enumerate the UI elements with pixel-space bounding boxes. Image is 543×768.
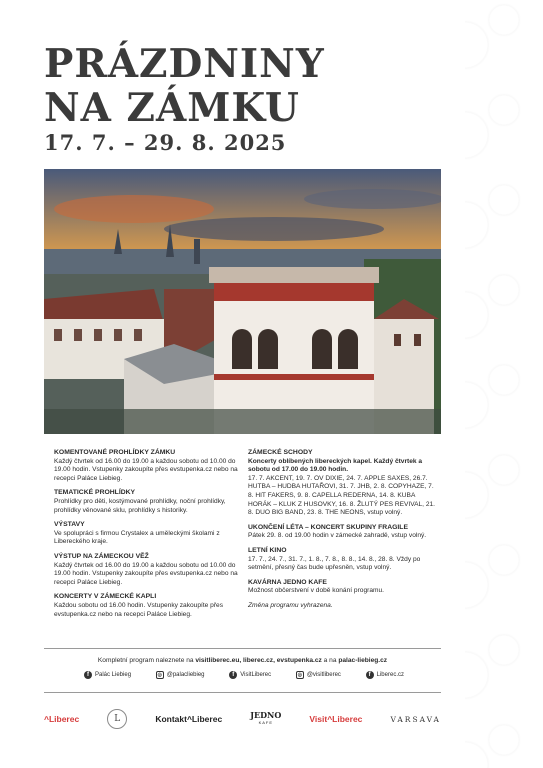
- event-dates: 17. 7. – 29. 8. 2025: [44, 130, 287, 155]
- section-lead: Koncerty oblíbených libereckých kapel. Každý čtvrtek a sobotu od 17.00 do 19.00 hodin.: [248, 457, 423, 474]
- footer-program-info: [44, 657, 441, 664]
- section-text: Každý čtvrtek od 16.00 do 19.00 a každou sobotu od 10.00 do 19.00 hodin. Vstupenky zakoupíte přes evstupenka.cz nebo na recepci Paláce Liebieg.: [54, 561, 238, 586]
- footer-last-link[interactable]: palac-liebieg.cz: [338, 657, 388, 664]
- section-text: 17. 7., 24. 7., 31. 7., 1. 8., 7. 8., 8. 8., 14. 8., 28. 8. Vždy po setmění, přesný čas bude upřesněn, vstup volný.: [248, 555, 421, 572]
- section-heading: ZÁMECKÉ SCHODY: [248, 449, 313, 456]
- program-change-note: Změna programu vyhrazena.: [248, 601, 333, 609]
- footer-links[interactable]: visitliberec.eu, liberec.cz, evstupenka.cz: [195, 657, 322, 664]
- instagram-icon: ◎: [297, 672, 303, 678]
- jedno-kafe-logo: [250, 712, 281, 726]
- section-tematicke: [54, 489, 246, 515]
- program-right-column: [248, 449, 440, 617]
- social-label: Palác Liebieg: [95, 672, 132, 678]
- section-heading: VÝSTAVY: [54, 521, 85, 529]
- section-text: Každou sobotu od 16.00 hodin. Vstupenky zakoupíte přes evstupenka.cz nebo na recepci Paláce Liebieg.: [54, 601, 223, 618]
- social-label: Liberec.cz: [376, 672, 404, 678]
- poster-title: [44, 42, 325, 130]
- social-label: VisitLiberec: [240, 672, 272, 678]
- section-heading: KAVÁRNA JEDNO KAFE: [248, 578, 327, 586]
- section-text: Každý čtvrtek od 16.00 do 19.00 a každou sobotu od 10.00 do 19.00 hodin. Vstupenky zakoupíte přes evstupenka.cz nebo na recepci Paláce Liebieg.: [54, 457, 238, 482]
- jedno-main: JEDNO: [250, 710, 282, 720]
- partner-logos: [44, 705, 441, 733]
- section-text: Možnost občerstvení v době konání programu.: [248, 587, 384, 595]
- facebook-icon: f: [229, 671, 237, 679]
- facebook-icon: f: [366, 671, 374, 679]
- section-kavarna: [248, 579, 440, 596]
- section-heading: TEMATICKÉ PROHLÍDKY: [54, 489, 136, 497]
- section-komentovane: [54, 449, 246, 483]
- section-text: 17. 7. AKCENT, 19. 7. OV DIXIE, 24. 7. APPLE SAXES, 26.7. HUTBA – HUDBA HUTAŘOVI, 31. 7. JHB, 2. 8. COPYHAZE, 7. 8. HIT FAKERS, 9. 8. CAPELLA REDERNA, 14. 8. KUBA HORÁK – KLUK Z HUSOVKY, 16. 8. ŽLUTÝ PES REVIVAL, 21. 8. DUO BIG BAND, 23. 8. THE NEONS, vstup volný.: [248, 474, 436, 517]
- instagram-icon: ◎: [157, 672, 162, 678]
- section-text: Prohlídky pro děti, kostýmované prohlídky, noční prohlídky, prohlídky věnované sklu, prohlídky s historiky.: [54, 497, 226, 514]
- section-text: Pátek 29. 8. od 19.00 hodin v zámecké zahradě, vstup volný.: [248, 532, 427, 540]
- section-note: [248, 602, 440, 611]
- section-heading: LETNÍ KINO: [248, 546, 287, 554]
- decorative-pattern: [465, 0, 543, 768]
- palac-seal-logo: L: [107, 709, 127, 729]
- section-heading: KONCERTY V ZÁMECKÉ KAPLI: [54, 593, 157, 601]
- section-heading: UKONČENÍ LÉTA – KONCERT SKUPINY FRAGILE: [248, 523, 408, 531]
- section-zamecke-schody: [248, 449, 440, 518]
- castle-photo: [44, 169, 441, 434]
- facebook-icon: f: [84, 671, 92, 679]
- section-koncerty-kaple: [54, 593, 246, 619]
- social-item-palac-instagram[interactable]: [156, 671, 205, 679]
- section-letni-kino: [248, 547, 440, 573]
- program-left-column: [54, 449, 246, 625]
- social-label: @visitliberec: [306, 672, 341, 678]
- section-heading: VÝSTUP NA ZÁMECKOU VĚŽ: [54, 552, 149, 560]
- social-links: [84, 671, 404, 679]
- social-item-palac-facebook[interactable]: [84, 671, 131, 679]
- footer-prefix: Kompletní program naleznete na: [97, 657, 196, 664]
- kontakt-liberec-logo: Kontakt^Liberec: [155, 714, 223, 724]
- section-vystup-na-vez: [54, 553, 246, 587]
- divider: [44, 692, 441, 693]
- section-vystavy: [54, 521, 246, 547]
- social-item-liberec-facebook[interactable]: [366, 671, 404, 679]
- section-fragile: [248, 524, 440, 541]
- social-label: @palacliebieg: [166, 672, 205, 678]
- social-item-visit-facebook[interactable]: [229, 671, 271, 679]
- jedno-sub: KAFE: [258, 720, 274, 725]
- title-line-1: PRÁZDNINY: [44, 41, 325, 87]
- section-text: Ve spolupráci s firmou Crystalex a uměleckými školami z Libereckého kraje.: [54, 529, 220, 546]
- title-line-2: NA ZÁMKU: [44, 85, 300, 131]
- footer-middle: a na: [321, 657, 339, 664]
- varsava-logo: VARSAVA: [390, 714, 441, 724]
- section-heading: KOMENTOVANÉ PROHLÍDKY ZÁMKU: [54, 449, 176, 456]
- social-item-visit-instagram[interactable]: [296, 671, 341, 679]
- visit-liberec-logo: Visit^Liberec: [309, 714, 363, 724]
- liberec-logo: ^Liberec: [44, 714, 80, 724]
- divider: [44, 648, 441, 649]
